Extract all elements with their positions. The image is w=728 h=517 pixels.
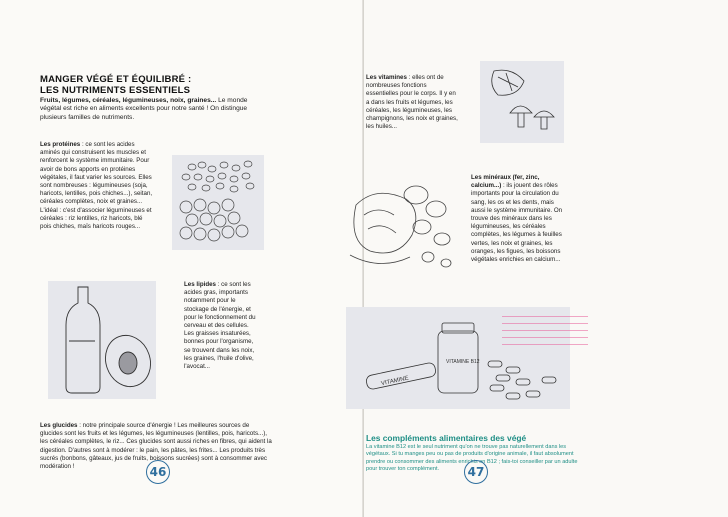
bottle-label-2: VITAMINE B12 <box>446 359 480 365</box>
page-number-right: 47 <box>464 460 488 484</box>
fruits-mushrooms-illustration <box>480 61 564 143</box>
minerals-paragraph <box>471 174 569 264</box>
glucides-label: Les glucides <box>40 422 78 429</box>
intro-paragraph <box>40 97 256 122</box>
minerals-text: : ils jouent des rôles importants pour la circulation du sang, les os et les dents, mais aussi le système immunitaire. On trouve des minéraux dans les légumineuses, les céréales complètes, les légumes à feuilles vertes, les noix et graines, les oranges, les figues, les boissons végétales enrichies en calcium... <box>471 182 563 264</box>
minerals-label: Les minéraux (fer, zinc, calcium...) <box>471 174 540 190</box>
proteins-label: Les protéines <box>40 141 81 148</box>
proteins-text: : ce sont les acides aminés qui construisent les muscles et renforcent le système immunitaire. Pour avoir de bons apports en protéines végétales, il faut varier les sources. Elles sont nombreuses : légumineuses (soja, haricots, lentilles, pois chiches...), seitan, céréales complètes, noix et graines... L'idéal : c'est d'associer légumineuses et céréales : riz lentilles, riz haricots, blé pois chiches, maïs haricots rouges... <box>40 141 153 231</box>
glucides-text: : notre principale source d'énergie ! Les meilleures sources de glucides sont les fruits et les légumes, les légumineuses (lentilles, pois, haricots...), les céréales complètes, le riz... Ces glucides sont aussi riches en fibres, qui aident la digestion. D'autres sont à modérer : le pain, les pâtes, les frites... Les produits très sucrés (bonbons, gâteaux, jus de fruits, boissons sucrées) sont à consommer avec modération ! <box>40 422 272 471</box>
supplements-text: La vitamine B12 est le seul nutriment qu'on ne trouve pas naturellement dans les végétaux. Si tu manges peu ou pas de produits d'origine animale, il faut absolument prendre ou consommer des aliments enrichis en B12 ; fais-toi conseiller par un adulte pour trouver ton complément. <box>366 444 578 473</box>
supplements-title: Les compléments alimentaires des végé <box>366 433 527 443</box>
lipids-text: : ce sont les acides gras, importants notamment pour le stockage de l'énergie, et pour le fonctionnement du cerveau et des cellules. Les graisses insaturées, bonnes pour l'organisme, se trouvent dans les noix, les graines, l'huile d'olive, l'avocat... <box>184 281 256 371</box>
lipids-paragraph <box>184 281 256 371</box>
lipids-label: Les lipides <box>184 281 216 288</box>
vitamins-label: Les vitamines <box>366 74 407 81</box>
vitamins-text: : elles ont de nombreuses fonctions essentielles pour le corps. Il y en a dans les fruits et légumes, les céréales, les légumineuses, les champignons, les noix et graines, les huiles... <box>366 74 458 131</box>
page-number-left: 46 <box>146 460 170 484</box>
bottle-label-1: VITAMINE <box>380 375 410 388</box>
page-title <box>40 74 300 96</box>
vitamins-paragraph <box>366 74 458 131</box>
page-title-line-2: LES NUTRIMENTS ESSENTIELS <box>40 85 191 96</box>
proteins-paragraph <box>40 141 154 231</box>
right-page <box>364 0 728 517</box>
nuts-vegetables-illustration <box>346 165 466 285</box>
pink-handwritten-note <box>502 312 588 350</box>
intro-text: Le monde végétal est riche en aliments excellents pour notre santé ! On distingue plusieurs familles de nutriments. <box>40 97 248 121</box>
intro-bold: Fruits, légumes, céréales, légumineuses, noix, graines... <box>40 97 217 104</box>
oil-avocado-illustration <box>48 281 156 399</box>
page-title-line-1: MANGER VÉGÉ ET ÉQUILIBRÉ : <box>40 74 192 85</box>
legumes-illustration <box>172 155 264 250</box>
